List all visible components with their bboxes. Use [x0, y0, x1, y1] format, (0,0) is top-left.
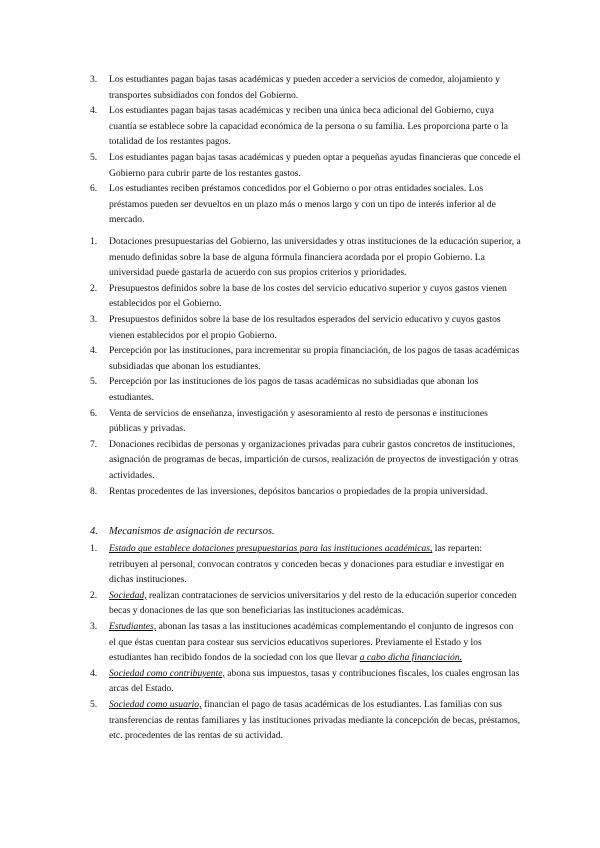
- item-text: abona sus impuestos, tasas y contribuciones fiscales, los cuales engrosan las arcas del Estado.: [109, 667, 520, 695]
- list-item: [90, 312, 522, 343]
- section-title: Mecanismos de asignación de recursos.: [109, 526, 275, 537]
- item-text: Los estudiantes reciben préstamos concedidos por el Gobierno o por otras entidades sociales. Los préstamos pueden ser devueltos en un plazo más o menos largo y con un tipo de interés inferior al de mercado.: [109, 183, 496, 226]
- item-number: 1.: [90, 236, 98, 247]
- list-item: [90, 374, 522, 405]
- allocation-mechanisms-list: [90, 541, 522, 744]
- section-heading: [90, 524, 522, 539]
- item-text: Donaciones recibidas de personas y organizaciones privadas para cubrir gastos concretos de instituciones, asignación de programas de becas, impartición de cursos, realización de proyectos de investigación y otras actividades.: [109, 438, 519, 481]
- item-text: Percepción por las instituciones, para incrementar su propia financiación, de los pagos de tasas académicas subsidiadas que abonan los estudiantes.: [109, 345, 520, 372]
- item-text: Presupuestos definidos sobre la base de los resultados esperados del servicio educativo y cuyos gastos vienen establecidos por el propio Gobierno.: [109, 313, 501, 341]
- list-item: [90, 697, 522, 744]
- item-number: 4.: [90, 345, 98, 357]
- item-text: Los estudiantes pagan bajas tasas académicas y reciben una única beca adicional del Gobierno, cuya cuantía se establece sobre la capacidad económica de la persona o su familia. Les proporciona parte o la totalidad de los restantes pagos.: [109, 105, 509, 148]
- item-number: 2.: [90, 589, 98, 601]
- item-text: Los estudiantes pagan bajas tasas académicas y pueden optar a pequeñas ayudas financieras que concede el Gobierno para cubrir parte de los restantes gastos.: [109, 151, 521, 179]
- item-text: las reparten: retribuyen al personal, convocan contratos y conceden becas y donaciones para estudiar e investigar en dichas instituciones.: [109, 543, 505, 586]
- student-financing-list: [90, 72, 522, 228]
- item-number: 5.: [90, 151, 98, 163]
- list-item: [90, 281, 522, 312]
- item-text: Dotaciones presupuestarias del Gobierno, las universidades y otras instituciones de la educación superior, a menudo definidas sobre la base de alguna fórmula financiera acordada por el propio Gobierno. La universidad puede gastarla de acuerdo con sus propios criterios y prioridades.: [109, 236, 521, 279]
- item-emphasis: Estado que establece dotaciones presupuestarias para las instituciones académicas,: [109, 543, 433, 554]
- list-item: [90, 666, 522, 697]
- list-item: [90, 588, 522, 619]
- item-text: Rentas procedentes de las inversiones, depósitos bancarios o propiedades de la propia universidad.: [109, 485, 488, 497]
- list-item: [90, 343, 522, 374]
- item-emphasis: Sociedad como contribuyente,: [109, 667, 225, 679]
- item-number: 2.: [90, 282, 98, 294]
- institution-funding-list: [90, 234, 522, 499]
- list-item: [90, 181, 522, 228]
- item-emphasis-end: a cabo dicha financiación.: [359, 652, 463, 664]
- list-item: [90, 541, 522, 588]
- list-item: [90, 234, 522, 281]
- list-item: [90, 484, 522, 500]
- item-text: Venta de servicios de enseñanza, investigación y asesoramiento al resto de personas e instituciones públicas y privadas.: [109, 407, 488, 435]
- item-number: 6.: [90, 183, 98, 195]
- list-item: [90, 619, 522, 666]
- item-text: Los estudiantes pagan bajas tasas académicas y pueden acceder a servicios de comedor, alojamiento y transportes subsidiados con fondos del Gobierno.: [109, 74, 500, 101]
- item-number: 4.: [90, 667, 98, 679]
- item-number: 5.: [90, 376, 98, 388]
- list-item: [90, 406, 522, 437]
- item-number: 6.: [90, 407, 98, 419]
- item-text: financian el pago de tasas académicas de los estudiantes. Las familias con sus transferencias de rentas familiares y las instituciones privadas mediante la concepción de becas, préstamos, etc. procedentes de las rentas de su actividad.: [109, 698, 521, 742]
- section-number: 4.: [90, 526, 98, 537]
- item-number: 3.: [90, 620, 98, 632]
- item-number: 1.: [90, 543, 98, 554]
- item-number: 3.: [90, 74, 98, 85]
- item-text: realizan contrataciones de servicios universitarios y del resto de la educación superior conceden becas y donaciones de las que son beneficiarias las instituciones académicas.: [109, 589, 517, 617]
- list-item: [90, 72, 522, 103]
- item-number: 8.: [90, 485, 98, 497]
- item-text: Presupuestos definidos sobre la base de los costes del servicio educativo superior y cuyos gastos vienen establecidos por el Gobierno.: [109, 282, 507, 310]
- item-emphasis: Estudiantes,: [109, 620, 157, 632]
- item-text: abonan las tasas a las instituciones académicas complementando el conjunto de ingresos con el que éstas cuentan para costear sus servicios educativos superiores. Previamente el Estado y los estudiantes han recibido fondos de la sociedad con los que llevar: [109, 620, 514, 664]
- item-number: 5.: [90, 698, 98, 710]
- list-item: [90, 150, 522, 181]
- item-emphasis: Sociedad,: [109, 589, 147, 601]
- item-text: Percepción por las instituciones de los pagos de tasas académicas no subsidiadas que abonan los estudiantes.: [109, 376, 479, 403]
- item-number: 3.: [90, 313, 98, 325]
- item-number: 4.: [90, 105, 98, 117]
- item-number: 7.: [90, 438, 98, 450]
- item-emphasis: Sociedad como usuario,: [109, 698, 202, 710]
- list-item: [90, 437, 522, 484]
- list-item: [90, 103, 522, 150]
